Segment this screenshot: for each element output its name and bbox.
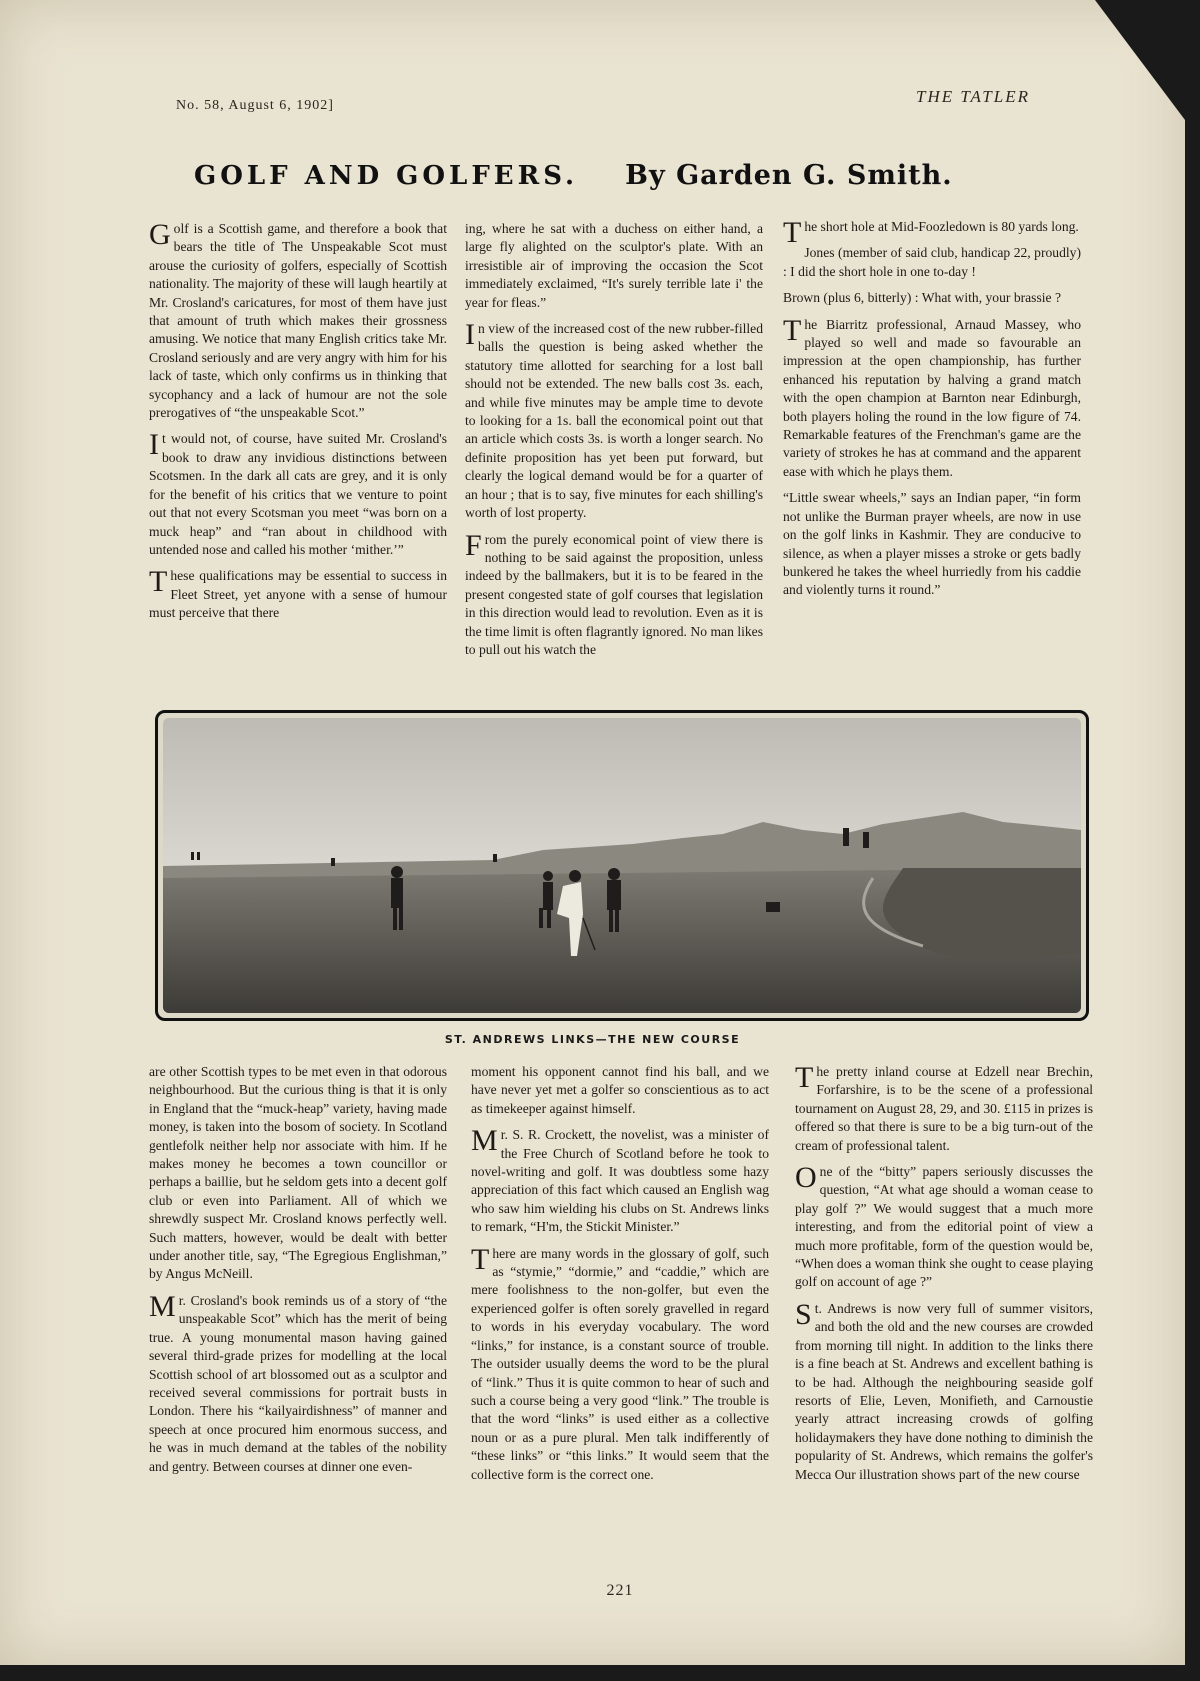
text-column-4 bbox=[149, 1063, 447, 1484]
photo-frame bbox=[155, 710, 1089, 1021]
paragraph: It would not, of course, have suited Mr. Crosland's book to draw any invidious distinctions between Scotsmen. In the dark all cats are grey, and it is only for the benefit of his critics that we venture to point out that not every Scotsman you meet “was born on a muck heap” and “ran about in childhood with untended nose and called his mother ‘mither.’” bbox=[149, 428, 447, 557]
paragraph: The short hole at Mid-Foozledown is 80 yards long. bbox=[783, 216, 1079, 249]
paragraph: Brown (plus 6, bitterly) : What with, your brassie ? bbox=[783, 290, 1062, 306]
issue-date: No. 58, August 6, 1902] bbox=[176, 98, 334, 113]
text-column-2 bbox=[465, 220, 763, 667]
paragraph: The pretty inland course at Edzell near Brechin, Forfarshire, is to be the scene of a professional tournament on August 28, 29, and 30. £115 in prizes is offered so that there is sure to be a big turn-out of the cream of professional talent. bbox=[795, 1061, 1093, 1153]
photo-caption: ST. ANDREWS LINKS—THE NEW COURSE bbox=[444, 1033, 741, 1046]
paragraph: Golf is a Scottish game, and therefore a book that bears the title of The Unspeakable Scot must arouse the curiosity of golfers, especially of Scottish nationality. The majority of these will laugh heartily at Mr. Crosland's caricatures, for most of them have just that amount of truth which makes their grossness amusing. We notice that many English critics take Mr. Crosland seriously and are very angry with him for his lack of taste, which only confirms us in thinking that sycophancy and a lack of humour are not the sole prerogatives of “the unspeakable Scot.” bbox=[149, 218, 447, 421]
article-headline bbox=[194, 160, 1054, 191]
text-column-1 bbox=[149, 220, 447, 631]
paragraph: Mr. S. R. Crockett, the novelist, was a minister of the Free Church of Scotland before he took to novel-writing and golf. It was doubtless some hazy appreciation of this fact which caused an English wag who saw him wielding his clubs on St. Andrews links to remark, “H'm, the Stickit Minister.” bbox=[471, 1124, 769, 1235]
paragraph: These qualifications may be essential to success in Fleet Street, yet anyone with a sense of humour must perceive that there bbox=[149, 565, 447, 621]
folded-corner bbox=[1095, 0, 1185, 120]
paragraph: One of the “bitty” papers seriously discusses the question, “At what age should a woman cease to play golf ?” We would suggest that a much more interesting, and from the editorial point of view a much more profitable, form of the question would be, “When does a woman think she ought to cease playing golf on account of age ?” bbox=[795, 1161, 1093, 1290]
paragraph: The Biarritz professional, Arnaud Massey, who played so well and made so favourable an impression at the open championship, has further enhanced his reputation by halving a grand match with the open champion at Barnton near Edinburgh, both players holing the round in the low figure of 74. Remarkable features of the Frenchman's game are the variety of strokes he has at command and the apparent ease with which he plays them. bbox=[783, 313, 1081, 479]
paragraph: Jones (member of said club, handicap 22, proudly) : I did the short hole in one to-day ! bbox=[783, 245, 1081, 279]
paragraph: In view of the increased cost of the new rubber-filled balls the question is being asked whether the statutory time allotted for searching for a lost ball should not be extended. The new balls cost 3s. each, and while five minutes may be ample time to devote to looking for a 1s. ball the economical point out that an article which costs 3s. is worth a longer search. No definite proposition has yet been put forward, but clearly the logical demand would be for a quarter of an hour ; that is to say, five minutes for each shilling's worth of lost property. bbox=[465, 318, 763, 521]
paragraph: From the purely economical point of view there is nothing to be said against the proposition, unless indeed by the ballmakers, but it is to be feared in the present congested state of golf courses that legislation in this direction would lead to revolution. Even as it is the time limit is often flagrantly ignored. No man likes to pull out his watch the bbox=[465, 528, 763, 657]
golf-course-photo bbox=[163, 718, 1081, 1013]
page-number: 221 bbox=[606, 1582, 634, 1599]
article-title: GOLF AND GOLFERS. bbox=[194, 161, 579, 191]
paragraph: are other Scottish types to be met even in that odorous neighbourhood. But the curious thing is that it is only in England that the “muck-heap” variety, having made money, is taken into the bosom of society. In Scotland gentlefolk neither help nor associate with him. If he makes money he becomes a town councillor or perhaps a baillie, but he seldom gets into a decent golf club or even into Parliament. All of which we shrewdly suspect Mr. Crosland knows perfectly well. Such matters, however, would be dealt with better under another title, say, “The Egregious Englishman,” by Angus McNeill. bbox=[149, 1064, 447, 1282]
text-column-5 bbox=[471, 1063, 769, 1492]
paragraph: There are many words in the glossary of golf, such as “stymie,” “dormie,” and “caddie,” which are mere foolishness to the non-golfer, but even the experienced golfer is often sorely gravelled in regard to words in his everyday vocabulary. The word “links,” for instance, is a constant source of trouble. The outsider usually deems the word to be the plural of “link.” Thus it is quite common to hear of such and such a course being a very good “link.” The trouble is that the word “links” is used either as a collective noun or as a pure plural. Men talk indifferently of “these links” or “this links.” It would seem that the collective form is the correct one. bbox=[471, 1242, 769, 1482]
text-column-6 bbox=[795, 1063, 1093, 1492]
paragraph: “Little swear wheels,” says an Indian paper, “in form not unlike the Burman prayer wheels, are now in use on the golf links in Kashmir. They are conducive to silence, as when a player misses a stroke or gets badly bunkered he takes the wheel hurriedly from his caddie and violently turns it round.” bbox=[783, 490, 1081, 598]
publication-name: THE TATLER bbox=[916, 87, 1030, 106]
paragraph: St. Andrews is now very full of summer visitors, and both the old and the new courses are crowded from morning till night. In addition to the links there is a fine beach at St. Andrews and excellent bathing is to be had. Although the neighbouring seaside golf resorts of Elie, Leven, Monifieth, and Carnoustie yearly attract increasing crowds of golfing holidaymakers they have done nothing to diminish the popularity of St. Andrews, which remains the golfer's Mecca Our illustration shows part of the new course bbox=[795, 1297, 1093, 1482]
article-byline: By Garden G. Smith. bbox=[625, 160, 953, 191]
paragraph: moment his opponent cannot find his ball, and we have never yet met a golfer so conscientious as to act as timekeeper against himself. bbox=[471, 1064, 769, 1116]
paragraph: Mr. Crosland's book reminds us of a story of “the unspeakable Scot” which has the merit of being true. A young monumental mason having gained several third-grade prizes for modelling at the local Scottish school of art blossomed out as a sculptor and received several commissions for portrait busts in London. There his “kailyairdishness” of manner and speech at once procured him enormous success, and he was in much demand at the tables of the nobility and gentry. Between courses at dinner one even- bbox=[149, 1289, 447, 1474]
text-column-3 bbox=[783, 218, 1081, 608]
paragraph: ing, where he sat with a duchess on either hand, a large fly alighted on the sculptor's plate. With an irresistible air of improving the occasion the Scot immediately exclaimed, “It's surely terrible late i' the year for fleas.” bbox=[465, 221, 763, 310]
